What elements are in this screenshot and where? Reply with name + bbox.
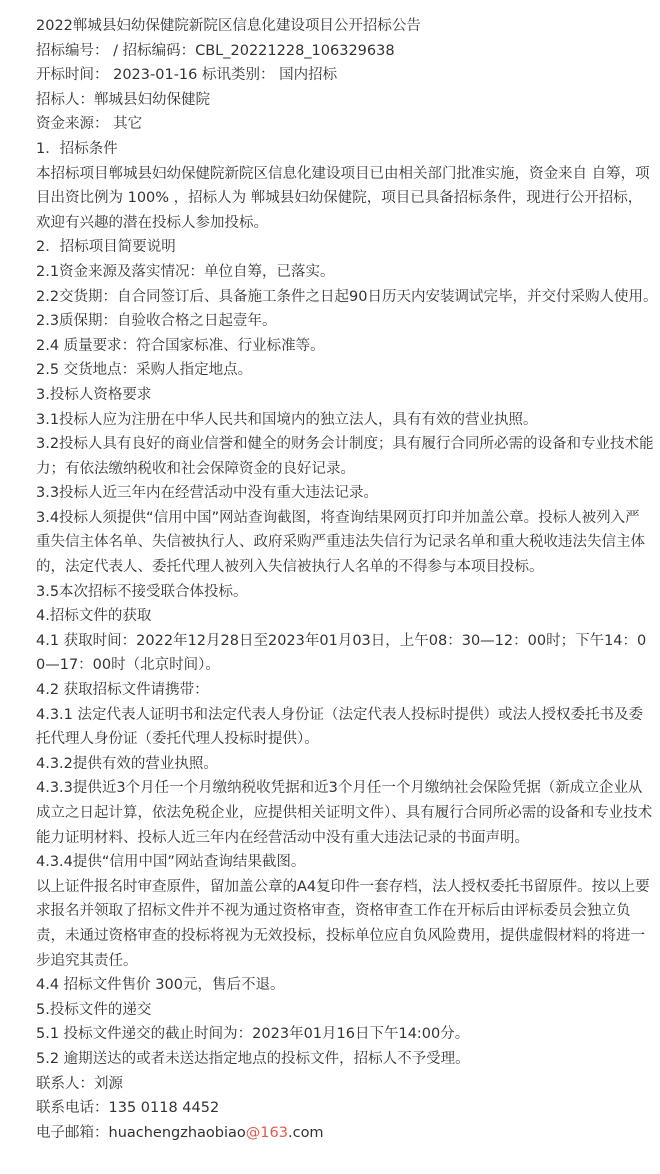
email-domain-highlight: @163 bbox=[245, 1124, 288, 1141]
section-3-item: 3.3投标人近三年内在经营活动中没有重大违法记录。 bbox=[36, 485, 379, 502]
section-2-item: 2.5 交货地点：采购人指定地点。 bbox=[36, 362, 253, 379]
bid-number: 招标编号： / 招标编码：CBL_20221228_106329638 bbox=[36, 42, 395, 59]
section-3-item: 3.5本次招标不接受联合体投标。 bbox=[36, 583, 248, 600]
document-item: 4.3.4提供“信用中国”网站查询结果截图。 bbox=[36, 854, 306, 871]
section-1-body: 本招标项目郸城县妇幼保健院新院区信息化建设项目已由相关部门批准实施，资金来自 自筹，项目出资比例为 100% ，招标人为 郸城县妇幼保健院，项目已具备招标条件，现进行公开招标，欢迎有兴趣的潜在投标人参加投标。 bbox=[36, 165, 650, 231]
section-1-heading: 1．招标条件 bbox=[36, 140, 118, 157]
section-5-heading: 5.投标文件的递交 bbox=[36, 1001, 152, 1018]
contact-email-label: 电子邮箱： bbox=[36, 1124, 109, 1141]
fund-source: 资金来源： 其它 bbox=[36, 116, 143, 133]
documents-to-bring-heading: 4.2 获取招标文件请携带： bbox=[36, 682, 209, 699]
tenderer: 招标人：郸城县妇幼保健院 bbox=[36, 91, 210, 108]
document-item: 4.3.3提供近3个月任一个月缴纳税收凭据和近3个月任一个月缴纳社会保险凭据（新成立企业从成立之日起计算，依法免税企业，应提供相关证明文件）、具有履行合同所必需的设备和专业技术能力证明材料、投标人近三年内在经营活动中没有重大违法记录的书面声明。 bbox=[36, 780, 653, 846]
contact-phone: 联系电话：135 0118 4452 bbox=[36, 1100, 220, 1117]
section-3-item: 3.4投标人须提供“信用中国”网站查询截图，将查询结果网页打印并加盖公章。投标人被列入严重失信主体名单、失信被执行人、政府采购严重违法失信行为记录名单和重大税收违法失信主体的，法定代表人、委托代理人被列入失信被执行人名单的不得参与本项目投标。 bbox=[36, 509, 645, 576]
section-4-heading: 4.招标文件的获取 bbox=[36, 608, 152, 625]
contact-person: 联系人：刘源 bbox=[36, 1075, 123, 1092]
section-2-heading: 2．招标项目简要说明 bbox=[36, 239, 176, 256]
email-link[interactable] bbox=[109, 1125, 324, 1141]
acquisition-time: 4.1 获取时间：2022年12月28日至2023年01月03日，上午08：30—12：00时；下午14：00—17：00时（北京时间）。 bbox=[36, 632, 647, 674]
section-2-item: 2.4 质量要求：符合国家标准、行业标准等。 bbox=[36, 337, 325, 354]
contact-email bbox=[36, 1121, 660, 1146]
bid-open-time: 开标时间： 2023-01-16 标讯类别： 国内招标 bbox=[36, 67, 338, 84]
review-note: 以上证件报名时审查原件，留加盖公章的A4复印件一套存档，法人授权委托书留原件。按以上要求报名并领取了招标文件并不视为通过资格审查，资格审查工作在开标后由评标委员会独立负责，未通过资格审查的投标将视为无效投标，投标单位应自负风险费用，提供虚假材料的将进一步追究其责任。 bbox=[36, 878, 650, 969]
section-3-heading: 3.投标人资格要求 bbox=[36, 386, 152, 403]
section-2-item: 2.3质保期：自验收合格之日起壹年。 bbox=[36, 313, 277, 330]
document-item: 4.3.2提供有效的营业执照。 bbox=[36, 755, 218, 772]
section-2-item: 2.1资金来源及落实情况：单位自筹，已落实。 bbox=[36, 263, 335, 280]
announcement-title: 2022郸城县妇幼保健院新院区信息化建设项目公开招标公告 bbox=[36, 18, 421, 34]
section-5-item: 5.2 逾期送达的或者未送达指定地点的投标文件，招标人不予受理。 bbox=[36, 1050, 470, 1067]
document-price: 4.4 招标文件售价 300元，售后不退。 bbox=[36, 977, 285, 994]
section-5-item: 5.1 投标文件递交的截止时间为：2023年01月16日下午14:00分。 bbox=[36, 1026, 470, 1043]
section-3-item: 3.1投标人应为注册在中华人民共和国境内的独立法人，具有有效的营业执照。 bbox=[36, 411, 538, 428]
document-item: 4.3.1 法定代表人证明书和法定代表人身份证（法定代表人投标时提供）或法人授权委托书及委托代理人身份证（委托代理人投标时提供）。 bbox=[36, 706, 643, 748]
section-2-item: 2.2交货期：自合同签订后、具备施工条件之日起90日历天内安装调试完毕，并交付采购人使用。 bbox=[36, 288, 658, 305]
email-tld: .com bbox=[287, 1124, 324, 1141]
section-3-item: 3.2投标人具有良好的商业信誉和健全的财务会计制度；具有履行合同所必需的设备和专业技术能力；有依法缴纳税收和社会保障资金的良好记录。 bbox=[36, 436, 654, 477]
email-user: huachengzhaobiao bbox=[108, 1124, 246, 1141]
